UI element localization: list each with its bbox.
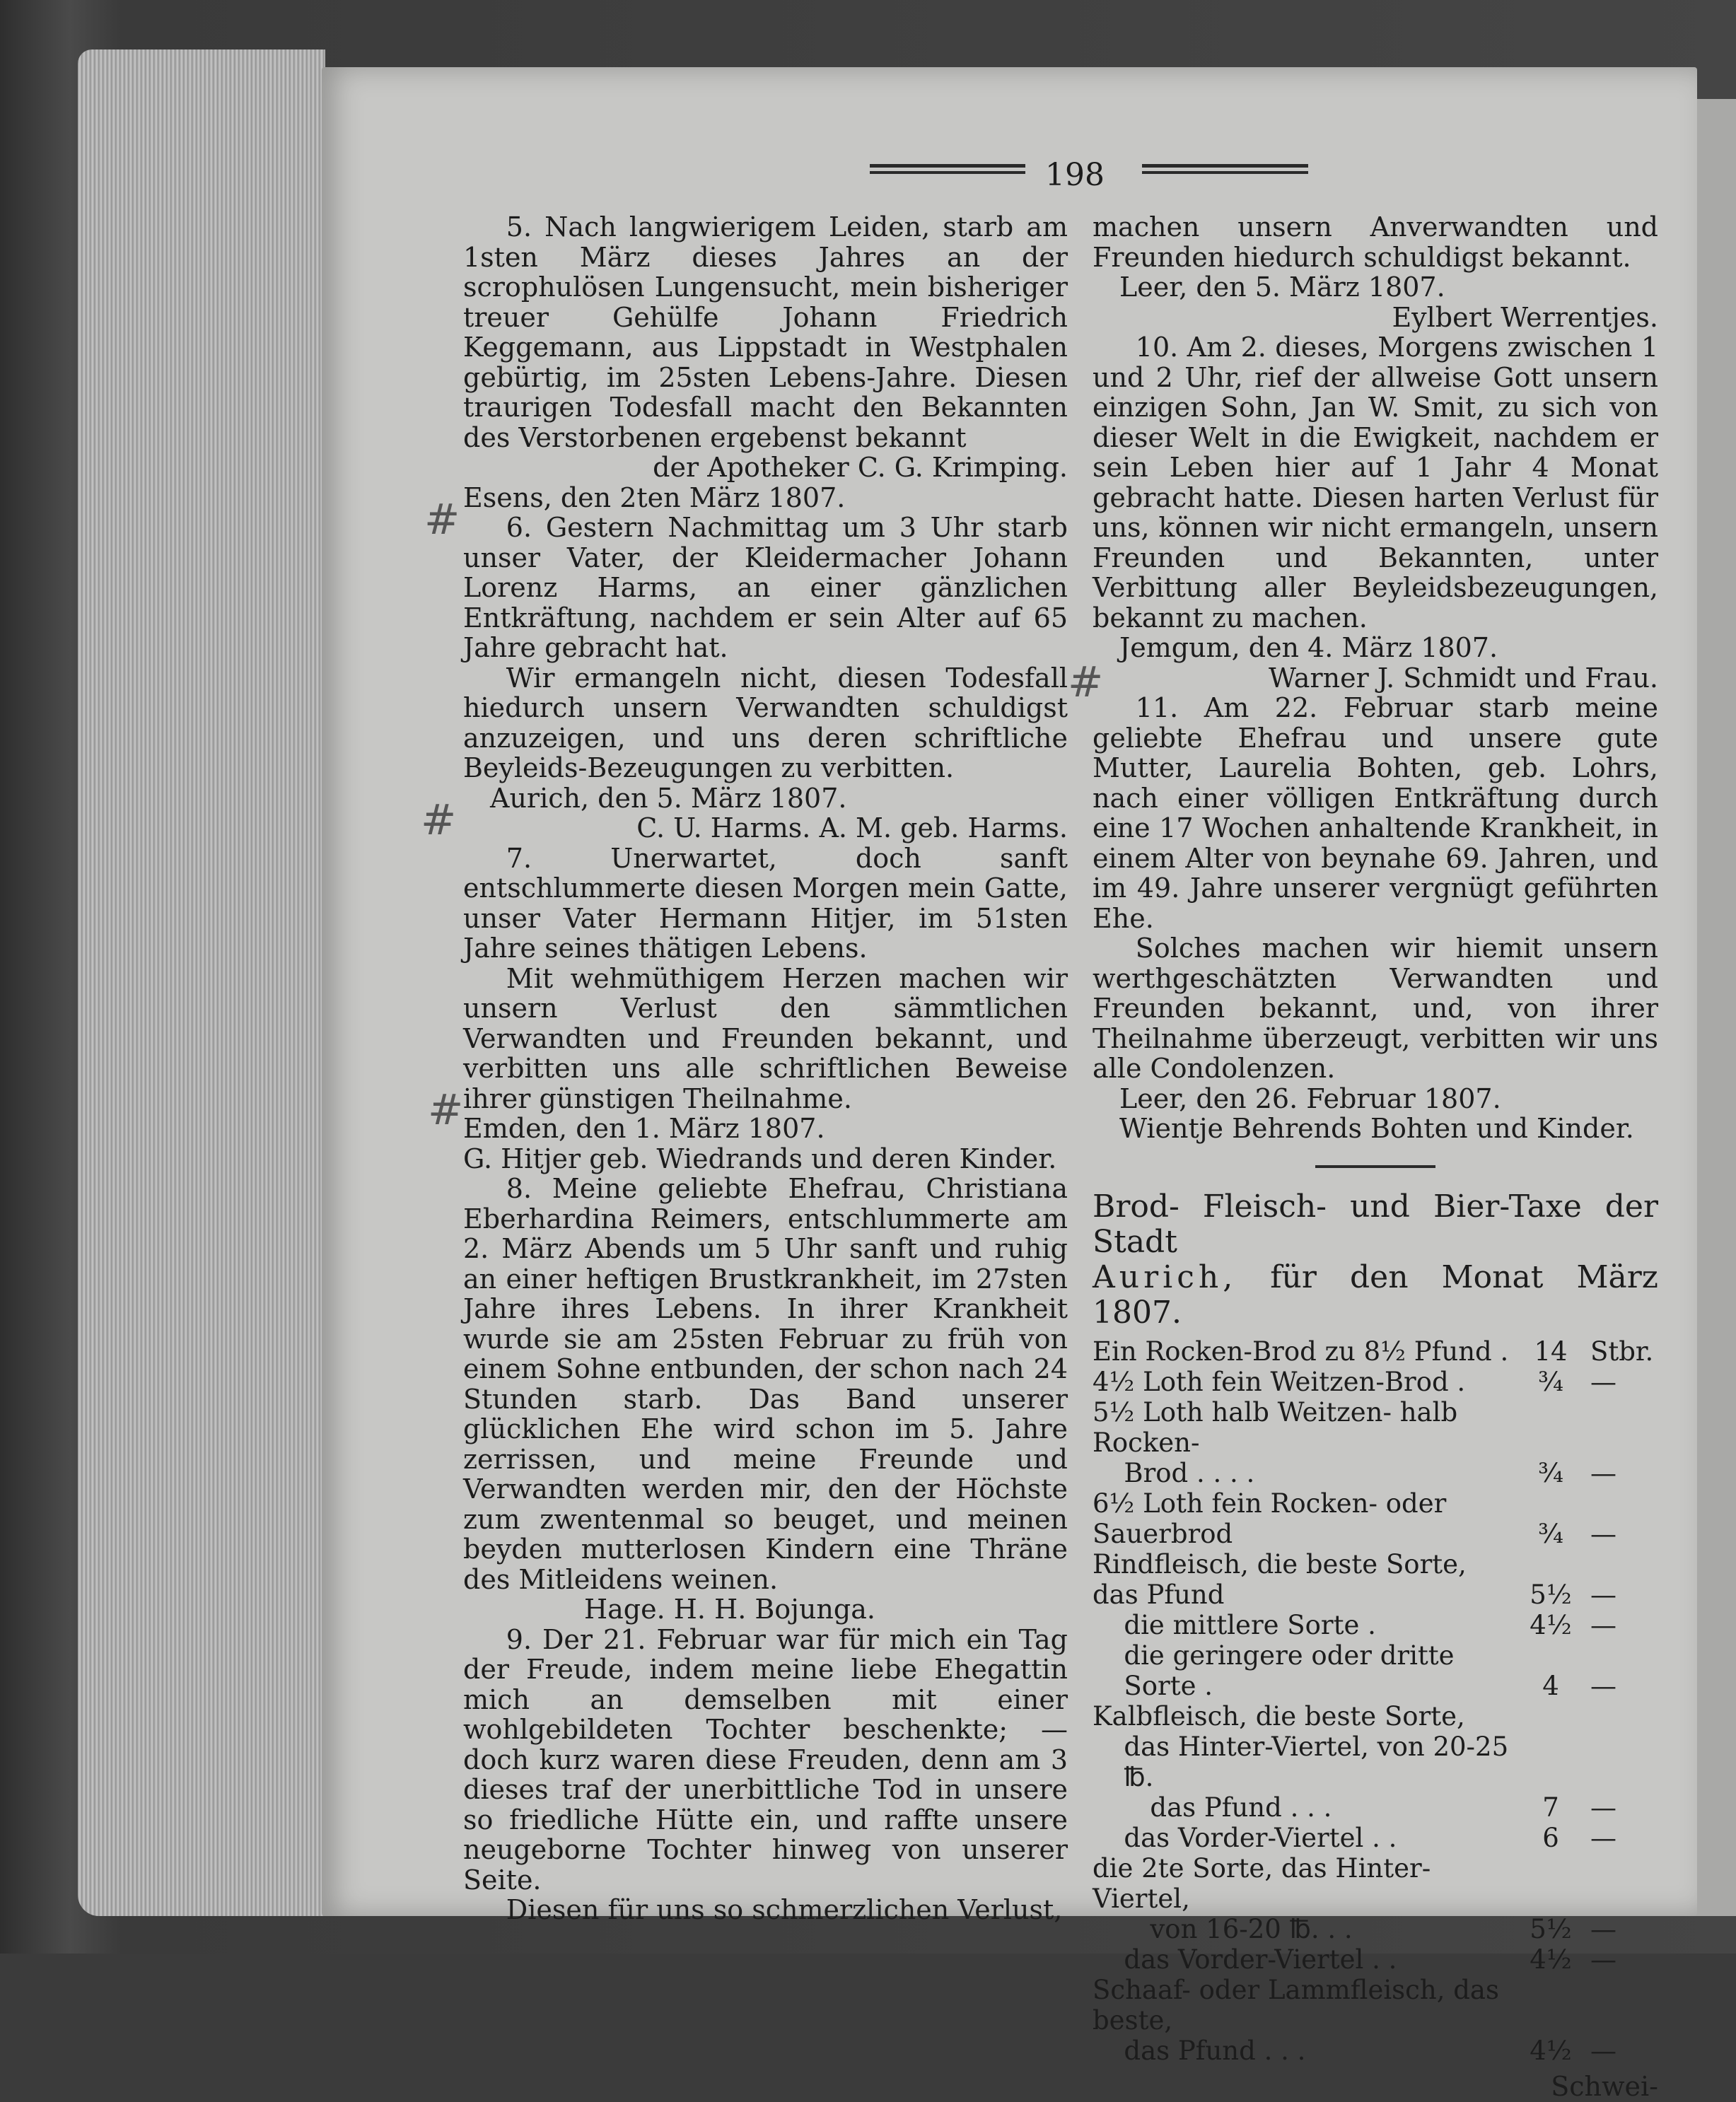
- tariff-name: das Pfund . . .: [1150, 1792, 1332, 1823]
- tariff-price: [1511, 1701, 1590, 1732]
- notice-paragraph: Wir ermangeln nicht, diesen Todesfall hiedurch unsern Verwandten schuldigst anzuzeigen, und uns deren schriftliche Beyleids-Bezeugungen zu verbitten.: [463, 662, 1068, 783]
- tariff-unit: —: [1590, 1518, 1616, 1549]
- tariff-price: 4½: [1530, 2035, 1572, 2066]
- tariff-name: die geringere oder dritte Sorte .: [1124, 1640, 1455, 1701]
- tariff-row: [1093, 1823, 1658, 1853]
- margin-mark: #: [421, 795, 457, 845]
- tariff-name: Ein Rocken-Brod zu 8½ Pfund .: [1093, 1336, 1509, 1367]
- tariff-name: 5½ Loth halb Weitzen- halb Rocken-: [1093, 1396, 1458, 1458]
- tariff-price: [1511, 1397, 1590, 1458]
- notice-paragraph: 5. Nach langwierigem Leiden, starb am 1sten März dieses Jahres an der scrophulösen Lungensucht, mein bisheriger treuer Gehülfe Johann Friedrich Keggemann, aus Lippstadt in Westphalen gebürtig, im 25sten Lebens-Jahre. Diesen traurigen Todesfall macht den Bekannten des Verstorbenen ergebenst bekannt: [463, 211, 1068, 453]
- tariff-name: Rindfleisch, die beste Sorte, das Pfund: [1093, 1548, 1467, 1610]
- tariff-unit: [1590, 1853, 1658, 1914]
- notice-paragraph: machen unsern Anverwandten und Freunden hiedurch schuldigst bekannt.: [1093, 211, 1658, 273]
- margin-mark: #: [1068, 658, 1104, 707]
- right-column: [1093, 212, 1658, 2101]
- tariff-price: 5½: [1530, 1579, 1572, 1610]
- tariff-row: [1093, 1367, 1658, 1397]
- header-rule-right: [1142, 164, 1308, 174]
- tariff-unit: —: [1590, 1366, 1616, 1397]
- tariff-title: Brod- Fleisch- und Bier-Taxe der Stadt: [1093, 1188, 1658, 1260]
- tariff-row: [1093, 1975, 1658, 2036]
- header-rule-left: [870, 164, 1025, 174]
- notice-paragraph: Hage. H. H. Bojunga.: [584, 1594, 875, 1625]
- tariff-name: die mittlere Sorte .: [1124, 1609, 1376, 1640]
- tariff-row: [1093, 1640, 1658, 1701]
- tariff-name: Brod . . . .: [1124, 1457, 1255, 1488]
- tariff-price: 7: [1542, 1792, 1559, 1823]
- tariff-unit: [1590, 1701, 1658, 1732]
- notice-paragraph: Solches machen wir hiemit unsern werthgeschätzten Verwandten und Freunden bekannt, und, von ihrer Theilnahme überzeugt, verbitten wir uns alle Condolenzen.: [1093, 933, 1658, 1084]
- tariff-name: 6½ Loth fein Rocken- oder Sauerbrod: [1093, 1488, 1447, 1549]
- tariff-price: ¾: [1538, 1366, 1563, 1397]
- tariff-unit: —: [1590, 1579, 1616, 1610]
- catchword: Schwei-: [1551, 2070, 1658, 2102]
- tariff-row: [1093, 1488, 1658, 1549]
- notice-paragraph: C. U. Harms. A. M. geb. Harms.: [636, 812, 1068, 843]
- tariff-name: die 2te Sorte, das Hinter-Viertel,: [1093, 1852, 1431, 1914]
- notice-paragraph: Emden, den 1. März 1807.: [463, 1113, 825, 1144]
- notice-paragraph: Leer, den 26. Februar 1807.: [1119, 1082, 1501, 1114]
- notice-paragraph: Wientje Behrends Bohten und Kinder.: [1119, 1113, 1634, 1144]
- tariff-unit: —: [1590, 1913, 1616, 1944]
- tariff-name: das Vorder-Viertel . .: [1124, 1944, 1397, 1975]
- notice-paragraph: Diesen für uns so schmerzlichen Verlust,: [506, 1894, 1063, 1925]
- tariff-unit: Stbr.: [1590, 1336, 1654, 1367]
- tariff-row: [1093, 1458, 1658, 1488]
- tariff-unit: [1590, 1975, 1658, 2036]
- tariff-row: [1093, 1610, 1658, 1640]
- notice-paragraph: Aurich, den 5. März 1807.: [490, 782, 847, 814]
- tariff-row: [1093, 1549, 1658, 1610]
- notice-paragraph: der Apotheker C. G. Krimping.: [653, 452, 1068, 483]
- tariff-unit: —: [1590, 1792, 1616, 1823]
- tariff-row: [1093, 1701, 1658, 1732]
- right-column-notices: [1093, 212, 1658, 1144]
- tariff-row: [1093, 1853, 1658, 1914]
- tariff-name: das Hinter-Viertel, von 20-25 ℔.: [1124, 1731, 1509, 1792]
- notice-paragraph: Eylbert Werrentjes.: [1392, 301, 1658, 333]
- notice-paragraph: 9. Der 21. Februar war für mich ein Tag der Freude, indem meine liebe Ehegattin mich an demselben mit einer wohlgebildeten Tochter beschenkte; — doch kurz waren diese Freuden, denn am 3 dieses traf der unerbittliche Tod in unsere so friedliche Hütte ein, und raffte unsere neugeborne Tochter hinweg von unserer Seite.: [463, 1623, 1068, 1896]
- margin-mark: #: [428, 1085, 464, 1135]
- tariff-unit: —: [1590, 1944, 1616, 1975]
- notice-paragraph: Warner J. Schmidt und Frau.: [1269, 662, 1658, 694]
- tariff-name: Schaaf- oder Lammfleisch, das beste,: [1093, 1974, 1499, 2036]
- notice-paragraph: 10. Am 2. dieses, Morgens zwischen 1 und 2 Uhr, rief der allweise Gott unsern einzigen Sohn, Jan W. Smit, zu sich von dieser Welt in die Ewigkeit, nachdem er sein Leben hier auf 1 Jahr 4 Monat gebracht hatte. Diesen harten Verlust für uns, können wir nicht ermangeln, unsern Freunden und Bekannten, unter Verbittung aller Beyleidsbezeugungen, bekannt zu machen.: [1093, 332, 1658, 633]
- tariff-unit: —: [1590, 1457, 1616, 1488]
- margin-mark: #: [424, 495, 460, 544]
- tariff-name: das Pfund . . .: [1124, 2035, 1306, 2066]
- notice-paragraph: Esens, den 2ten März 1807.: [463, 481, 846, 513]
- tariff-unit: [1590, 1397, 1658, 1458]
- tariff-price: [1511, 1732, 1590, 1792]
- tariff-price: 14: [1534, 1336, 1568, 1367]
- notice-paragraph: 7. Unerwartet, doch sanft entschlummerte diesen Morgen mein Gatte, unser Vater Hermann Hitjer, im 51sten Jahre seines thätigen Lebens.: [463, 842, 1068, 964]
- tariff-price: ¾: [1538, 1518, 1563, 1549]
- page-edges: [78, 49, 325, 1916]
- tariff-price: 6: [1542, 1822, 1559, 1853]
- tariff-price: [1511, 1853, 1590, 1914]
- tariff-name: von 16-20 ℔. . .: [1150, 1913, 1353, 1944]
- tariff-row: [1093, 1792, 1658, 1823]
- tariff-row: [1093, 1914, 1658, 1944]
- tariff-name: Kalbfleisch, die beste Sorte,: [1093, 1700, 1465, 1732]
- tariff-price: ¾: [1538, 1457, 1563, 1488]
- tariff-row: [1093, 1944, 1658, 1975]
- tariff-unit: —: [1590, 1670, 1616, 1701]
- tariff-price: 4: [1542, 1670, 1559, 1701]
- notice-paragraph: 11. Am 22. Februar starb meine geliebte Ehefrau und unsere gute Mutter, Laurelia Bohten, geb. Lohrs, nach einer völligen Entkräftung durch eine 17 Wochen anhaltende Krankheit, in einem Alter von beynahe 69. Jahren, und im 49. Jahre unserer vergnügt geführten Ehe.: [1093, 692, 1658, 934]
- tariff-table: [1093, 1336, 1658, 2066]
- tariff-row: [1093, 1397, 1658, 1458]
- tariff-price: 5½: [1530, 1913, 1572, 1944]
- tariff-unit: —: [1590, 1822, 1616, 1853]
- left-column: [463, 212, 1068, 1925]
- tariff-price: 4½: [1530, 1609, 1572, 1640]
- tariff-row: [1093, 1336, 1658, 1367]
- tariff-unit: —: [1590, 2035, 1616, 2066]
- tariff-name: 4½ Loth fein Weitzen-Brod .: [1093, 1366, 1466, 1397]
- notice-paragraph: G. Hitjer geb. Wiedrands und deren Kinder.: [463, 1143, 1057, 1174]
- notice-paragraph: Mit wehmüthigem Herzen machen wir unsern Verlust den sämmtlichen Verwandten und Freunden bekannt, und verbitten uns alle schriftlichen Beweise ihrer günstigen Theilnahme.: [463, 962, 1068, 1114]
- tariff-month: für den Monat März 1807.: [1093, 1259, 1658, 1331]
- notice-paragraph: Leer, den 5. März 1807.: [1119, 271, 1445, 303]
- tariff-unit: —: [1590, 1609, 1616, 1640]
- tariff-row: [1093, 2036, 1658, 2066]
- tariff-unit: [1590, 1732, 1658, 1792]
- tariff-place: Aurich,: [1093, 1259, 1237, 1295]
- notice-paragraph: 8. Meine geliebte Ehefrau, Christiana Eberhardina Reimers, entschlummerte am 2. März Abends um 5 Uhr sanft und ruhig an einer heftigen Brustkrankheit, im 27sten Jahre ihres Lebens. In ihrer Krankheit wurde sie am 25sten Februar zu früh von einem Sohne entbunden, der schon nach 24 Stunden starb. Das Band unserer glücklichen Ehe wird schon im 5. Jahre zerrissen, und meine Freunde und Verwandten werden mir, den der Höchste zum zwentenmal so beuget, und meinen beyden mutterlosen Kindern eine Thräne des Mitleidens weinen.: [463, 1173, 1068, 1595]
- tariff-subtitle: [1093, 1260, 1658, 1331]
- notice-paragraph: Jemgum, den 4. März 1807.: [1119, 632, 1498, 663]
- tariff-row: [1093, 1732, 1658, 1792]
- tariff-price: 4½: [1530, 1944, 1572, 1975]
- page-number: 198: [1045, 157, 1105, 193]
- notice-paragraph: 6. Gestern Nachmittag um 3 Uhr starb unser Vater, der Kleidermacher Johann Lorenz Harms, an einer gänzlichen Entkräftung, nachdem er sein Alter auf 65 Jahre gebracht hat.: [463, 512, 1068, 663]
- section-divider: [1315, 1165, 1435, 1168]
- tariff-name: das Vorder-Viertel . .: [1124, 1822, 1397, 1853]
- tariff-price: [1511, 1975, 1590, 2036]
